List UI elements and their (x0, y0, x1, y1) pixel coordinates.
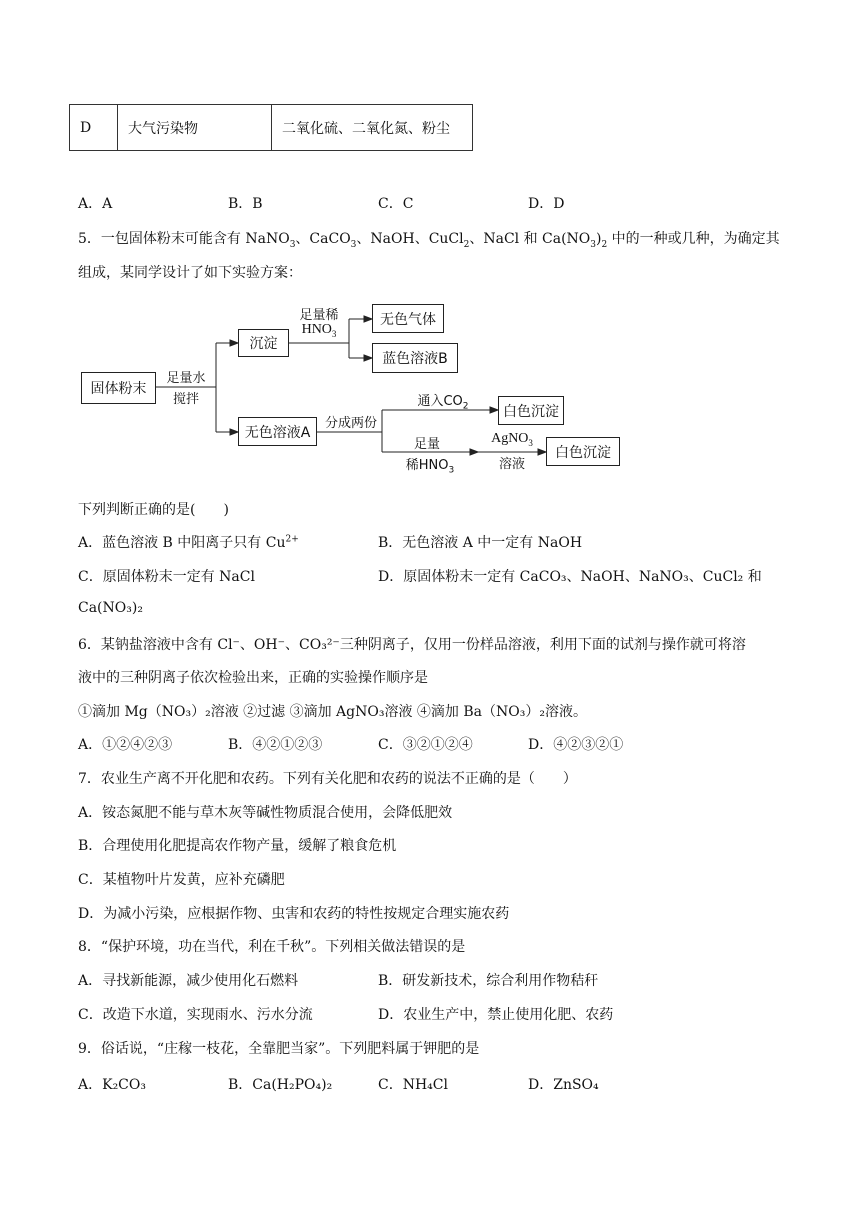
q6-stem-line2: 液中的三种阴离子依次检验出来，正确的实验操作顺序是 (78, 670, 428, 686)
q5-prompt: 下列判断正确的是( ) (78, 502, 229, 518)
q4-option-a: A．A (78, 196, 113, 212)
q6-option-d: D．④②③②① (528, 737, 624, 753)
q6-option-b: B．④②①②③ (228, 737, 323, 753)
q5-option-b: B．无色溶液 A 中一定有 NaOH (378, 535, 583, 551)
hno3-label-top: 足量稀 (299, 308, 339, 323)
lower-label-top: 足量 (413, 437, 440, 452)
q8-option-d: D．农业生产中，禁止使用化肥、农药 (378, 1007, 614, 1023)
q7-stem: 7．农业生产离不开化肥和农药。下列有关化肥和农药的说法不正确的是（ ） (78, 771, 577, 787)
q8-option-c: C．改造下水道，实现雨水、污水分流 (78, 1007, 313, 1023)
q4-option-b: B．B (228, 196, 263, 212)
q6-option-a: A．①②④②③ (78, 737, 173, 753)
white-precipitate-box-2: 白色沉淀 (546, 437, 620, 466)
q6-reagents: ①滴加 Mg（NO₃）₂溶液 ②过滤 ③滴加 AgNO₃溶液 ④滴加 Ba（NO₃）₂溶液。 (78, 704, 587, 720)
q5-option-a: A．蓝色溶液 B 中阳离子只有 $Cu^{2+}$ (78, 534, 299, 551)
solid-powder-box: 固体粉末 (81, 372, 156, 404)
agno3-label-bottom: 溶液 (498, 457, 525, 472)
blue-solution-b-box: 蓝色溶液B (372, 343, 458, 373)
q9-stem: 9．俗话说，“庄稼一枝花，全靠肥当家”。下列肥料属于钾肥的是 (78, 1041, 480, 1057)
q6-stem-line1: 6．某钠盐溶液中含有 Cl⁻、OH⁻、CO₃²⁻三种阴离子，仅用一份样品溶液，利用下面的试剂与操作就可将溶 (78, 637, 746, 653)
q7-option-c: C．某植物叶片发黄，应补充磷肥 (78, 872, 285, 888)
q5-option-c: C．原固体粉末一定有 NaCl (78, 569, 255, 585)
water-label-top: 足量水 (166, 371, 206, 386)
q4-option-c: C．C (378, 196, 414, 212)
co2-label: 通入$CO_2$ (417, 394, 469, 412)
q9-option-d: D．ZnSO₄ (528, 1077, 599, 1093)
lower-label-bottom: 稀$HNO_3$ (405, 458, 455, 476)
colorless-gas-box: 无色气体 (372, 304, 444, 333)
table-cell-category: 大气污染物 (118, 105, 272, 151)
colorless-solution-a-box: 无色溶液A (238, 417, 317, 446)
q5-stem-line1: 5．一包固体粉末可能含有 NaNO$_3$、CaCO$_3$、NaOH、CuCl$_2$、NaCl 和 $Ca(NO_3)_2$ 中的一种或几种，为确定其 (78, 231, 780, 250)
q7-option-b: B．合理使用化肥提高农作物产量，缓解了粮食危机 (78, 838, 397, 854)
q5-option-d-line1: D．原固体粉末一定有 CaCO₃、NaOH、NaNO₃、CuCl₂ 和 (378, 569, 762, 585)
q8-option-a: A．寻找新能源，减少使用化石燃料 (78, 973, 299, 989)
white-precipitate-box-1: 白色沉淀 (498, 396, 564, 425)
table-cell-letter: D (70, 105, 118, 151)
agno3-label-top: AgNO$_3$ (491, 431, 533, 448)
q5-option-d-line2: Ca(NO₃)₂ (78, 600, 143, 616)
precipitate-box: 沉淀 (238, 329, 289, 357)
q8-stem: 8．“保护环境，功在当代，利在千秋”。下列相关做法错误的是 (78, 939, 466, 955)
q5-stem-line2: 组成，某同学设计了如下实验方案： (78, 265, 302, 281)
q9-option-a: A．K₂CO₃ (78, 1077, 146, 1093)
q7-option-d: D．为减小污染，应根据作物、虫害和农药的特性按规定合理实施农药 (78, 906, 510, 922)
q8-option-b: B．研发新技术，综合利用作物秸秆 (378, 973, 599, 989)
q4-option-d: D．D (528, 196, 565, 212)
table-cell-content: 二氧化硫、二氧化氮、粉尘 (272, 105, 473, 151)
split-label: 分成两份 (324, 416, 377, 431)
water-label-bottom: 搅拌 (172, 392, 199, 407)
q9-option-c: C．NH₄Cl (378, 1077, 448, 1093)
hno3-label-bottom: $HNO_3$ (301, 322, 337, 339)
q7-option-a: A．铵态氮肥不能与草木灰等碱性物质混合使用，会降低肥效 (78, 805, 453, 821)
q9-option-b: B．Ca(H₂PO₄)₂ (228, 1077, 333, 1093)
q6-option-c: C．③②①②④ (378, 737, 473, 753)
